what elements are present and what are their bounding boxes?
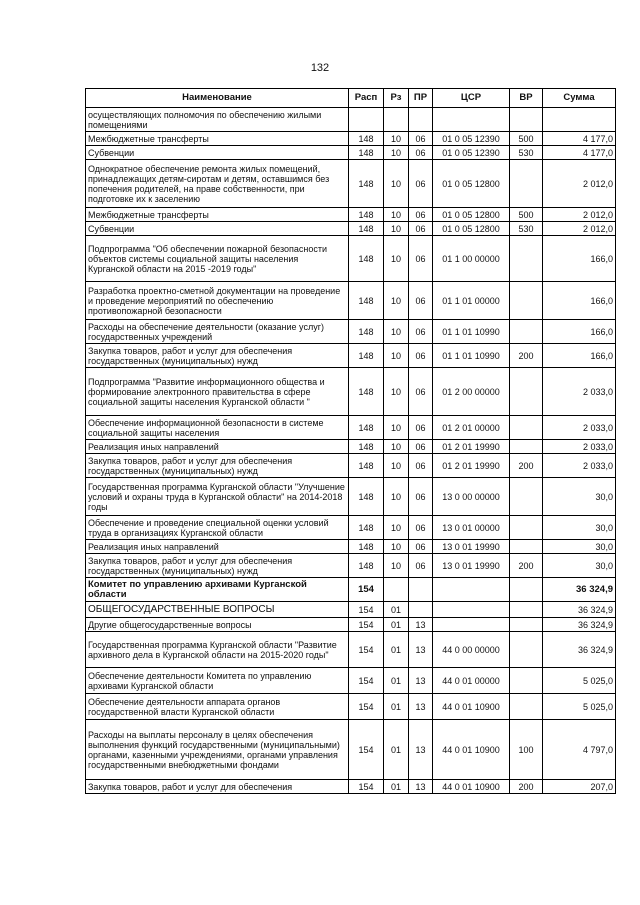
cell-rasp: 154 [349, 780, 384, 794]
cell-name: Государственная программа Курганской области "Улучшение условий и охраны труда в Курганской области" на 2014-2018 годы [86, 478, 349, 516]
cell-sum: 2 012,0 [543, 160, 616, 208]
cell-rasp: 154 [349, 618, 384, 632]
cell-pr: 06 [409, 440, 433, 454]
cell-sum: 166,0 [543, 320, 616, 344]
cell-pr: 06 [409, 554, 433, 578]
cell-csr: 01 1 00 00000 [433, 236, 510, 282]
table-row [86, 222, 616, 236]
cell-rz: 10 [384, 320, 409, 344]
cell-name: Закупка товаров, работ и услуг для обеспечения [86, 780, 349, 794]
cell-csr: 01 2 01 00000 [433, 416, 510, 440]
cell-rasp: 148 [349, 146, 384, 160]
cell-name: Обеспечение и проведение специальной оценки условий труда в организациях Курганской области [86, 516, 349, 540]
cell-pr: 06 [409, 320, 433, 344]
cell-name: Комитет по управлению архивами Курганской области [86, 578, 349, 602]
table-row [86, 578, 616, 602]
cell-csr: 44 0 01 10900 [433, 720, 510, 780]
page-number: 132 [310, 62, 330, 74]
cell-csr [433, 618, 510, 632]
cell-rasp: 148 [349, 236, 384, 282]
table-row [86, 554, 616, 578]
cell-pr: 06 [409, 282, 433, 320]
cell-pr: 06 [409, 344, 433, 368]
cell-pr [409, 578, 433, 602]
cell-pr: 06 [409, 540, 433, 554]
cell-sum: 166,0 [543, 344, 616, 368]
table-header-row [86, 89, 616, 108]
cell-rasp: 148 [349, 160, 384, 208]
cell-rasp: 148 [349, 440, 384, 454]
cell-rasp: 154 [349, 720, 384, 780]
table-row [86, 602, 616, 618]
cell-sum: 5 025,0 [543, 668, 616, 694]
cell-name: Субвенции [86, 222, 349, 236]
cell-rz: 10 [384, 222, 409, 236]
cell-rz: 10 [384, 344, 409, 368]
cell-name: Расходы на обеспечение деятельности (оказание услуг) государственных учреждений [86, 320, 349, 344]
cell-sum: 36 324,9 [543, 618, 616, 632]
table-row [86, 668, 616, 694]
cell-vr: 200 [510, 554, 543, 578]
cell-vr [510, 668, 543, 694]
cell-vr [510, 602, 543, 618]
cell-vr [510, 236, 543, 282]
cell-rasp: 148 [349, 516, 384, 540]
header-pr: ПР [409, 89, 433, 108]
cell-rasp: 148 [349, 222, 384, 236]
cell-pr: 13 [409, 632, 433, 668]
cell-csr: 01 0 05 12390 [433, 146, 510, 160]
cell-rz: 10 [384, 146, 409, 160]
cell-name: Государственная программа Курганской области "Развитие архивного дела в Курганской области на 2015-2020 годы" [86, 632, 349, 668]
cell-name: Подпрограмма "Об обеспечении пожарной безопасности объектов системы социальной защиты населения Курганской области на 2015 -2019 годы" [86, 236, 349, 282]
cell-rz: 10 [384, 540, 409, 554]
cell-vr: 500 [510, 132, 543, 146]
budget-table [85, 88, 616, 794]
cell-vr: 530 [510, 146, 543, 160]
table-row [86, 108, 616, 132]
cell-vr [510, 320, 543, 344]
cell-pr: 06 [409, 132, 433, 146]
cell-sum: 36 324,9 [543, 602, 616, 618]
cell-vr [510, 694, 543, 720]
cell-rz: 10 [384, 282, 409, 320]
cell-csr: 44 0 00 00000 [433, 632, 510, 668]
cell-sum: 2 033,0 [543, 368, 616, 416]
cell-vr [510, 440, 543, 454]
cell-csr: 01 2 00 00000 [433, 368, 510, 416]
cell-name: Обеспечение деятельности Комитета по управлению архивами Курганской области [86, 668, 349, 694]
cell-vr [510, 282, 543, 320]
table-row [86, 160, 616, 208]
cell-csr: 44 0 01 10900 [433, 694, 510, 720]
table-body [86, 108, 616, 794]
cell-sum: 2 012,0 [543, 208, 616, 222]
cell-name: Межбюджетные трансферты [86, 208, 349, 222]
cell-rz: 10 [384, 554, 409, 578]
cell-rz: 01 [384, 720, 409, 780]
cell-vr [510, 160, 543, 208]
table-row [86, 478, 616, 516]
cell-name: Обеспечение деятельности аппарата органов государственной власти Курганской области [86, 694, 349, 720]
table-row [86, 720, 616, 780]
cell-rz: 01 [384, 694, 409, 720]
cell-csr: 13 0 00 00000 [433, 478, 510, 516]
cell-sum: 30,0 [543, 540, 616, 554]
cell-rasp: 148 [349, 344, 384, 368]
cell-rasp: 148 [349, 416, 384, 440]
header-rasp: Расп [349, 89, 384, 108]
table-row [86, 208, 616, 222]
cell-name: Реализация иных направлений [86, 440, 349, 454]
cell-rasp: 154 [349, 632, 384, 668]
cell-pr: 06 [409, 416, 433, 440]
cell-pr: 06 [409, 236, 433, 282]
cell-csr: 01 1 01 10990 [433, 320, 510, 344]
header-csr: ЦСР [433, 89, 510, 108]
table-row [86, 368, 616, 416]
cell-sum: 36 324,9 [543, 578, 616, 602]
table-row [86, 132, 616, 146]
cell-pr: 06 [409, 368, 433, 416]
cell-vr [510, 540, 543, 554]
cell-pr: 13 [409, 780, 433, 794]
table-row [86, 282, 616, 320]
cell-sum: 30,0 [543, 478, 616, 516]
cell-vr: 200 [510, 454, 543, 478]
cell-sum: 30,0 [543, 516, 616, 540]
cell-rasp: 148 [349, 368, 384, 416]
cell-csr: 13 0 01 19990 [433, 554, 510, 578]
cell-csr: 44 0 01 00000 [433, 668, 510, 694]
cell-rz: 10 [384, 208, 409, 222]
cell-rasp [349, 108, 384, 132]
cell-sum: 2 033,0 [543, 416, 616, 440]
table-row [86, 618, 616, 632]
table-row [86, 236, 616, 282]
cell-vr [510, 618, 543, 632]
cell-sum: 4 177,0 [543, 132, 616, 146]
cell-csr: 01 0 05 12390 [433, 132, 510, 146]
cell-vr [510, 416, 543, 440]
cell-sum: 36 324,9 [543, 632, 616, 668]
cell-rz: 10 [384, 160, 409, 208]
cell-name: ОБЩЕГОСУДАРСТВЕННЫЕ ВОПРОСЫ [86, 602, 349, 618]
cell-vr: 200 [510, 344, 543, 368]
cell-sum [543, 108, 616, 132]
cell-rz: 01 [384, 618, 409, 632]
cell-csr [433, 602, 510, 618]
cell-rasp: 154 [349, 694, 384, 720]
cell-sum: 2 033,0 [543, 454, 616, 478]
table-row [86, 146, 616, 160]
table-row [86, 454, 616, 478]
cell-sum: 4 177,0 [543, 146, 616, 160]
cell-vr [510, 578, 543, 602]
cell-sum: 4 797,0 [543, 720, 616, 780]
table-row [86, 694, 616, 720]
cell-rasp: 154 [349, 602, 384, 618]
cell-rz: 10 [384, 132, 409, 146]
cell-pr: 06 [409, 454, 433, 478]
cell-name: Закупка товаров, работ и услуг для обеспечения государственных (муниципальных) нужд [86, 344, 349, 368]
cell-rasp: 148 [349, 478, 384, 516]
cell-rz: 01 [384, 668, 409, 694]
table-row [86, 440, 616, 454]
cell-rz: 01 [384, 602, 409, 618]
cell-rasp: 154 [349, 578, 384, 602]
cell-pr: 06 [409, 146, 433, 160]
table-row [86, 416, 616, 440]
cell-rasp: 148 [349, 208, 384, 222]
cell-csr: 01 2 01 19990 [433, 440, 510, 454]
cell-vr [510, 478, 543, 516]
table-row [86, 320, 616, 344]
cell-name: Разработка проектно-сметной документации на проведение и проведение мероприятий по обеспечению противопожарной безопасности [86, 282, 349, 320]
cell-pr [409, 108, 433, 132]
cell-sum: 166,0 [543, 282, 616, 320]
cell-vr [510, 516, 543, 540]
cell-rz: 10 [384, 516, 409, 540]
cell-csr: 13 0 01 00000 [433, 516, 510, 540]
cell-vr: 500 [510, 208, 543, 222]
cell-csr [433, 108, 510, 132]
cell-csr: 01 0 05 12800 [433, 208, 510, 222]
cell-sum: 166,0 [543, 236, 616, 282]
cell-vr: 200 [510, 780, 543, 794]
cell-rasp: 148 [349, 282, 384, 320]
cell-rz: 10 [384, 236, 409, 282]
cell-rz: 10 [384, 440, 409, 454]
cell-pr: 06 [409, 478, 433, 516]
cell-vr: 530 [510, 222, 543, 236]
cell-name: Подпрограмма "Развитие информационного общества и формирование электронного правительства в сфере социальной защиты населения Курганской области " [86, 368, 349, 416]
cell-rasp: 148 [349, 132, 384, 146]
cell-vr [510, 368, 543, 416]
cell-sum: 2 033,0 [543, 440, 616, 454]
cell-name: Другие общегосударственные вопросы [86, 618, 349, 632]
cell-pr: 06 [409, 222, 433, 236]
cell-csr: 13 0 01 19990 [433, 540, 510, 554]
cell-pr: 13 [409, 668, 433, 694]
cell-name: Закупка товаров, работ и услуг для обеспечения государственных (муниципальных) нужд [86, 454, 349, 478]
table-row [86, 540, 616, 554]
cell-pr [409, 602, 433, 618]
cell-csr: 44 0 01 10900 [433, 780, 510, 794]
table-row [86, 516, 616, 540]
cell-name: Обеспечение информационной безопасности в системе социальной защиты населения [86, 416, 349, 440]
cell-csr: 01 0 05 12800 [433, 160, 510, 208]
cell-rasp: 148 [349, 454, 384, 478]
cell-rz: 01 [384, 780, 409, 794]
cell-csr: 01 0 05 12800 [433, 222, 510, 236]
cell-pr: 13 [409, 720, 433, 780]
cell-vr: 100 [510, 720, 543, 780]
cell-rasp: 154 [349, 668, 384, 694]
cell-csr: 01 1 01 00000 [433, 282, 510, 320]
cell-sum: 5 025,0 [543, 694, 616, 720]
header-name: Наименование [86, 89, 349, 108]
cell-csr: 01 2 01 19990 [433, 454, 510, 478]
cell-pr: 06 [409, 208, 433, 222]
cell-name: Реализация иных направлений [86, 540, 349, 554]
cell-name: Закупка товаров, работ и услуг для обеспечения государственных (муниципальных) нужд [86, 554, 349, 578]
cell-rz: 10 [384, 368, 409, 416]
cell-rz: 10 [384, 478, 409, 516]
cell-rasp: 148 [349, 320, 384, 344]
cell-name: Межбюджетные трансферты [86, 132, 349, 146]
cell-rz: 10 [384, 454, 409, 478]
cell-name: осуществляющих полномочия по обеспечению жилыми помещениями [86, 108, 349, 132]
cell-rz: 01 [384, 632, 409, 668]
cell-name: Субвенции [86, 146, 349, 160]
table-row [86, 344, 616, 368]
cell-pr: 13 [409, 618, 433, 632]
table-row [86, 780, 616, 794]
cell-name: Расходы на выплаты персоналу в целях обеспечения выполнения функций государственными (муниципальными) органами, казенными учреждениями, органами управления государственными внебюджетными фондами [86, 720, 349, 780]
table-row [86, 632, 616, 668]
cell-pr: 06 [409, 516, 433, 540]
cell-rasp: 148 [349, 554, 384, 578]
cell-rasp: 148 [349, 540, 384, 554]
cell-pr: 13 [409, 694, 433, 720]
cell-sum: 207,0 [543, 780, 616, 794]
cell-csr: 01 1 01 10990 [433, 344, 510, 368]
cell-csr [433, 578, 510, 602]
cell-vr [510, 108, 543, 132]
cell-rz: 10 [384, 416, 409, 440]
header-sum: Сумма [543, 89, 616, 108]
header-vr: ВР [510, 89, 543, 108]
cell-vr [510, 632, 543, 668]
cell-sum: 30,0 [543, 554, 616, 578]
header-rz: Рз [384, 89, 409, 108]
cell-rz [384, 578, 409, 602]
cell-rz [384, 108, 409, 132]
cell-sum: 2 012,0 [543, 222, 616, 236]
cell-name: Однократное обеспечение ремонта жилых помещений, принадлежащих детям-сиротам и детям, оставшимся без попечения родителей, на праве собственности, при подготовке их к заселению [86, 160, 349, 208]
cell-pr: 06 [409, 160, 433, 208]
